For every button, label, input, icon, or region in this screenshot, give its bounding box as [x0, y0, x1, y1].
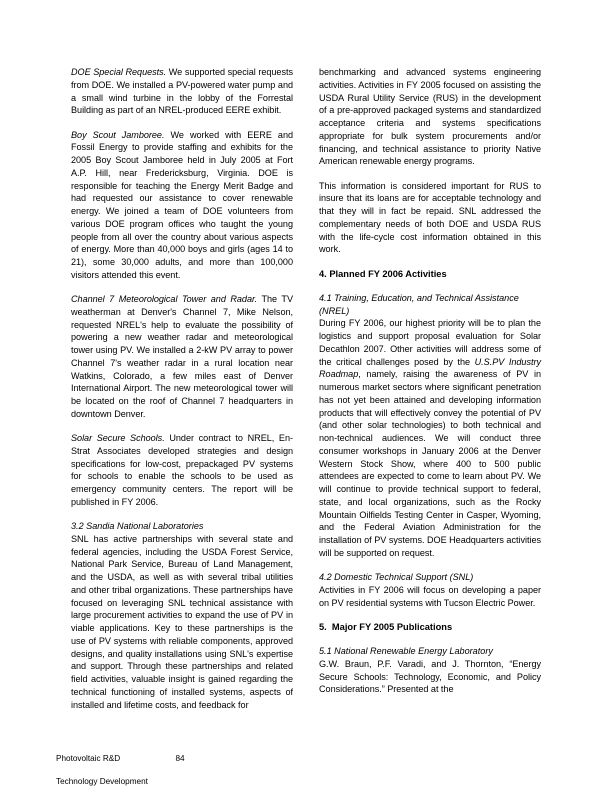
- footer-title-line-2: Technology Development: [56, 777, 148, 787]
- paragraph-text: Under contract to NREL, En-Strat Associates developed strategies and design specifications for low-cost, prepackaged PV systems for schools to enable the schools to be used as emergency community centers. The report will be published in FY 2006.: [71, 433, 293, 507]
- paragraph-text: We supported special requests from DOE. We installed a PV-powered water pump and a small wind turbine in the lobby of the Forrestal Building as part of an NREL-produced EERE exhibit.: [71, 67, 293, 116]
- run-in-heading-doe-special-requests: DOE Special Requests.: [71, 67, 167, 77]
- left-column: [71, 66, 293, 711]
- subsection-heading-4-2: 4.2 Domestic Technical Support (SNL): [319, 572, 474, 582]
- page-number: 84: [175, 754, 185, 764]
- paragraph-text-after-roadmap: , namely, raising the awareness of PV in numerous market sectors where significant penetration has not yet been attained and developing information products that will effectively convey the potential of PV (and other solar technologies) to both technical and non-technical audiences. We will conduct three consumer workshops in January 2006 at the Denver Western Stock Show, where 400 to 500 public attendees are expected to come to learn about PV. We will continue to provide technical support to federal, state, and local organizations, such as the Rocky Mountain Oilfields Testing Center in Casper, Wyoming, and the Federal Aviation Administration for the installation of PV systems. DOE Headquarters activities will be supported on request.: [319, 369, 541, 558]
- paragraph-text: We worked with EERE and Fossil Energy to provide staffing and exhibits for the 2005 Boy Scout Jamboree held in July 2005 at Fort A.P. Hill, near Fredericksburg, Virginia. DOE is responsible for teaching the Energy Merit Badge and had requested our assistance to cover renewable energy. We joined a team of DOE volunteers from various DOE program offices who taught the young people from all over the country about various aspects of energy. More than 40,000 boys and girls (ages 14 to 21), some 30,000 adults, and more than 100,000 visitors attended this event.: [71, 129, 294, 280]
- paragraph-benchmarking-continuation: benchmarking and advanced systems engineering activities. Activities in FY 2005 focused on assisting the USDA Rural Utility Service (RUS) in the development of a pre-approved packaged systems and standardized acceptance criteria and systems specifications appropriate for bulk system procurements and/or financing, and technical assistance to priority Native American renewable energy programs.: [319, 67, 541, 167]
- right-column: [319, 66, 541, 711]
- run-in-heading-boy-scout-jamboree: Boy Scout Jamboree.: [71, 129, 165, 140]
- footer-document-title: [56, 742, 148, 799]
- subsection-heading-4-1: 4.1 Training, Education, and Technical Assistance (NREL): [319, 292, 519, 316]
- paragraph-training-education-technical-assistance: [319, 317, 541, 559]
- two-column-layout: [71, 66, 541, 711]
- page-content: [71, 66, 541, 718]
- paragraph-sandia-national-laboratories: SNL has active partnerships with several state and federal agencies, including the USDA Forest Service, National Park Service, Bureau of Land Management, and the USDA, as well as with several tribal utilities and other tribal organizations. These partnerships have focused on leveraging SNL technical assistance with large procurement activities to expand the use of PV in viable applications. Key to these partnerships is the use of PV systems with reliable components, approved designs, and quality installations using SNL's expertise and support. Through these partnerships and related field activities, valuable insight is gained regarding the technical functioning of installed systems, aspects of installed and lifetime costs, and feedback for: [71, 533, 293, 710]
- paragraph-doe-special-requests: [71, 66, 293, 117]
- paragraph-rus-information: This information is considered important for RUS to insure that its loans are for acceptable technology and that they will in fact be repaid. SNL addressed the complementary needs of both DOE and USDA RUS with the life-cycle cost information obtained in this work.: [319, 180, 541, 255]
- paragraph-boy-scout-jamboree: [71, 129, 293, 282]
- subsection-heading-3-2: 3.2 Sandia National Laboratories: [71, 521, 204, 531]
- paragraph-text: The TV weatherman at Denver's Channel 7, Mike Nelson, requested NREL's help to evaluate the possibility of powering a new weather radar and meteorological tower using PV. We installed a 2-kW PV array to power Channel 7's weather radar in a rural location near Watkins, Colorado, a few miles east of Denver International Airport. The new meteorological tower will be located on the roof of Channel 7 headquarters in downtown Denver.: [71, 294, 293, 419]
- paragraph-domestic-technical-support: Activities in FY 2006 will focus on developing a paper on PV residential systems with Tucson Electric Power.: [319, 584, 541, 608]
- subsection-heading-5-1: 5.1 National Renewable Energy Laboratory: [319, 646, 493, 656]
- paragraph-text-before-roadmap: During FY 2006, our highest priority will be to plan the logistics and support proposal evaluation for Solar Decathlon 2007. Other activities will address some of the critical challenges posed by the: [319, 318, 541, 367]
- paragraph-publication-citation: G.W. Braun, P.F. Varadi, and J. Thornton, “Energy Secure Schools: Technology, Economic, and Policy Considerations.” Presented at the: [319, 658, 541, 695]
- paragraph-channel-7-meteorological-tower: [71, 293, 293, 421]
- paragraph-solar-secure-schools: [71, 432, 293, 509]
- italic-title-us-pv-industry-roadmap: U.S.PV Industry Roadmap: [319, 356, 541, 380]
- run-in-heading-channel-7: Channel 7 Meteorological Tower and Radar.: [71, 294, 258, 304]
- section-heading-4: 4. Planned FY 2006 Activities: [319, 268, 447, 279]
- page-footer: [56, 742, 556, 787]
- run-in-heading-solar-secure-schools: Solar Secure Schools.: [71, 433, 165, 443]
- footer-title-line-1: Photovoltaic R&D: [56, 754, 121, 764]
- section-heading-5: 5. Major FY 2005 Publications: [319, 621, 453, 632]
